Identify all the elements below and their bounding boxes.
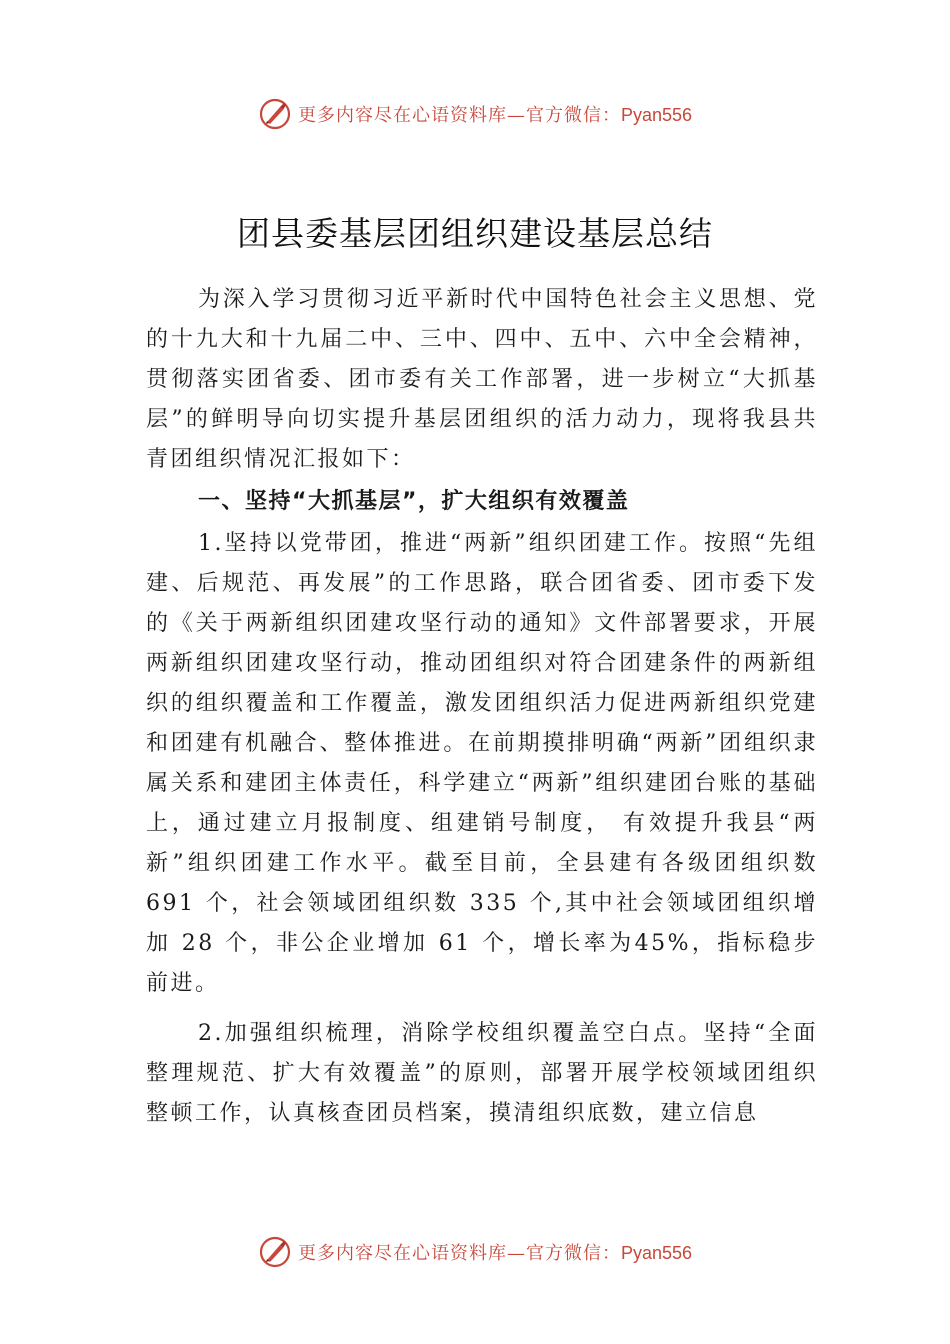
document-title: 团县委基层团组织建设基层总结 xyxy=(237,214,713,254)
promo-text: 更多内容尽在心语资料库—官方微信：Pyan556 xyxy=(297,105,693,126)
section-heading: 一、坚持“大抓基层”，扩大组织有效覆盖 xyxy=(198,489,630,514)
wechat-account: Pyan556 xyxy=(620,1243,693,1263)
promo-text: 更多内容尽在心语资料库—官方微信：Pyan556 xyxy=(297,1243,693,1264)
header-banner xyxy=(0,94,950,134)
pen-logo-icon xyxy=(258,97,292,131)
paragraph-1: 1.坚持以党带团，推进“两新”组织团建工作。按照“先组建、后规范、再发展”的工作思路，联合团省委、团市委下发的《关于两新组织团建攻坚行动的通知》文件部署要求，开展两新组织团建攻坚行动，推动团组织对符合团建条件的两新组织的组织覆盖和工作覆盖，激发团组织活力促进两新组织党建和团建有机融合、整体推进。在前期摸排明确“两新”团组织隶属关系和建团主体责任，科学建立“两新”组织建团台账的基础上，通过建立月报制度、组建销号制度， 有效提升我县“两新”组织团建工作水平。截至目前，全县建有各级团组织数 691 个，社会领域团组织数 335 个,其中社会领域团组织增加 28 个，非公企业增加 61 个，增长率为45%，指标稳步前进。 xyxy=(146,531,818,996)
pen-logo-icon xyxy=(258,1235,292,1269)
intro-paragraph: 为深入学习贯彻习近平新时代中国特色社会主义思想、党的十九大和十九届二中、三中、四中、五中、六中全会精神，贯彻落实团省委、团市委有关工作部署，进一步树立“大抓基层”的鲜明导向切实提升基层团组织的活力动力，现将我县共青团组织情况汇报如下： xyxy=(146,287,818,472)
footer-banner xyxy=(0,1232,950,1272)
wechat-account: Pyan556 xyxy=(620,105,693,125)
document-body xyxy=(146,280,818,1134)
paragraph-2: 2.加强组织梳理，消除学校组织覆盖空白点。坚持“全面整理规范、扩大有效覆盖”的原则，部署开展学校领域团组织整顿工作，认真核查团员档案，摸清组织底数，建立信息 xyxy=(146,1021,818,1126)
